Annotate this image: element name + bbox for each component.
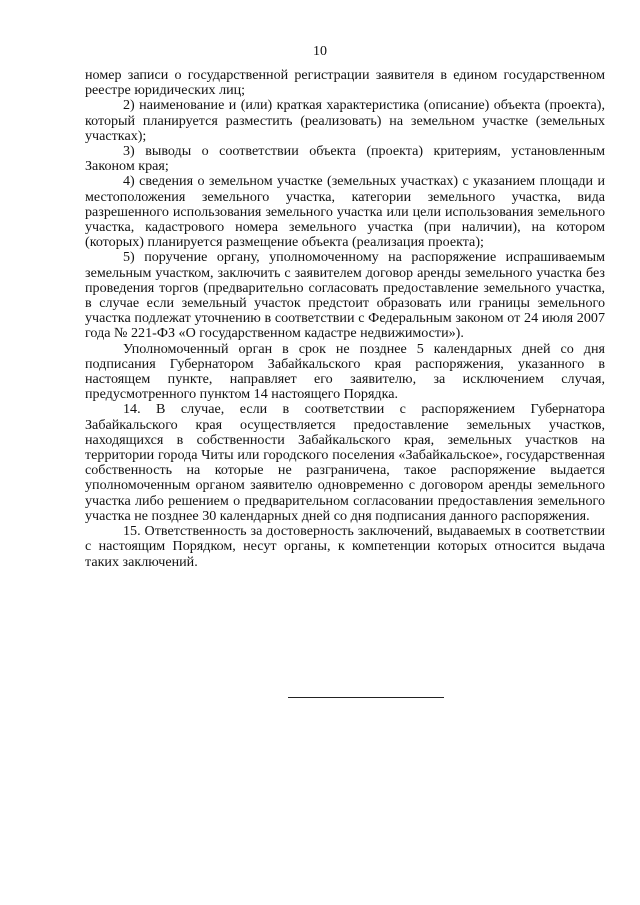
paragraph-item-3: 3) выводы о соответствии объекта (проекта) критериям, установленным Законом края;: [85, 143, 605, 175]
paragraph-item-4: 4) сведения о земельном участке (земельных участках) с указанием площади и местоположения земельного участка, категории земельного участка, вида разрешенного использования земельного участка или цели использования земельного участка, кадастрового номера земельного участка (при наличии), на котором (которых) планируется размещение объекта (реализация проекта);: [85, 173, 605, 251]
document-body: [85, 68, 605, 570]
paragraph-item-2: 2) наименование и (или) краткая характеристика (описание) объекта (проекта), который планируется разместить (реализовать) на земельном участке (земельных участках);: [85, 97, 605, 144]
end-divider-line: [288, 697, 444, 698]
paragraph-clause-14: 14. В случае, если в соответствии с распоряжением Губернатора Забайкальского края осуществляется предоставление земельных участков, находящихся в собственности Забайкальского края, земельных участков на территории города Читы или городского поселения «Забайкальское», государственная собственность на которые не разграничена, такое распоряжение выдается уполномоченным органом заявителю одновременно с договором аренды земельного участка либо решением о предварительном согласовании предоставления земельного участка не позднее 30 календарных дней со дня подписания данного распоряжения.: [85, 401, 605, 524]
paragraph-authorized-body: Уполномоченный орган в срок не позднее 5 календарных дней со дня подписания Губернатором Забайкальского края распоряжения, указанного в настоящем пункте, направляет его заявителю, за исключением случая, предусмотренного пунктом 14 настоящего Порядка.: [85, 340, 605, 403]
page-number: 10: [313, 44, 327, 59]
paragraph-registration-number: номер записи о государственной регистрации заявителя в едином государственном реестре юридических лиц;: [85, 67, 605, 99]
paragraph-clause-15: 15. Ответственность за достоверность заключений, выдаваемых в соответствии с настоящим Порядком, несут органы, к компетенции которых относится выдача таких заключений.: [85, 523, 605, 570]
paragraph-item-5: 5) поручение органу, уполномоченному на распоряжение испрашиваемым земельным участком, заключить с заявителем договор аренды земельного участка без проведения торгов (предварительно согласовать предоставление земельного участка, в случае если земельный участок предстоит образовать или границы земельного участка подлежат уточнению в соответствии с Федеральным законом от 24 июля 2007 года № 221-ФЗ «О государственном кадастре недвижимости»).: [85, 249, 605, 342]
